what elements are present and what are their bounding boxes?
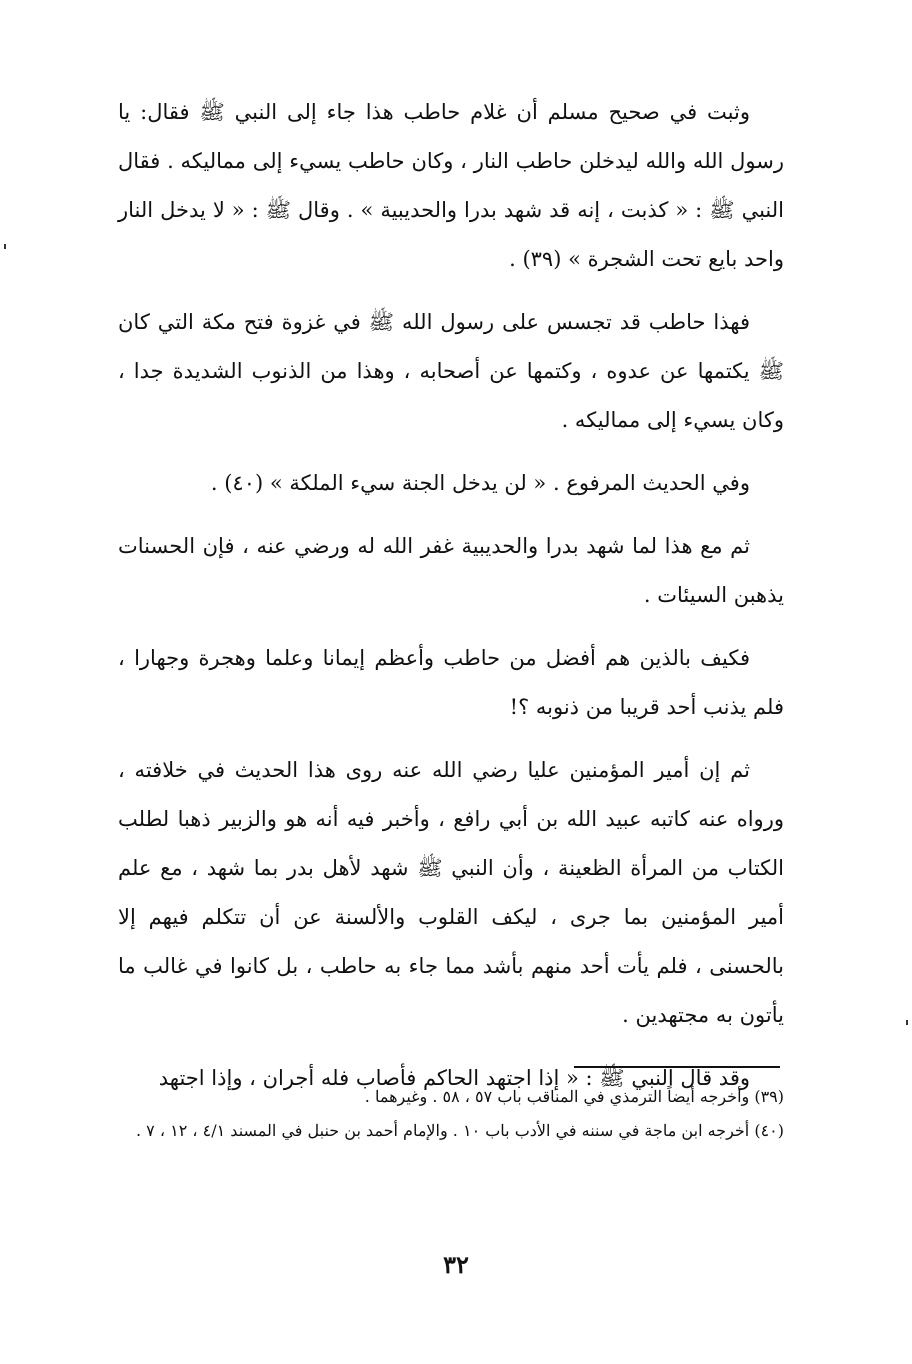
main-text [118, 88, 784, 1117]
footnote-40: (٤٠) أخرجه ابن ماجة في سننه في الأدب باب ١٠ . والإمام أحمد بن حنبل في المسند ٤/١ ، ١٢ ، ٧ . [135, 1121, 784, 1140]
footnote-39: (٣٩) وأخرجه أيضاً الترمذي في المناقب باب ٥٧ ، ٥٨ . وغيرهما . [364, 1087, 784, 1106]
paragraph-7: وقد قال النبي ﷺ : « إذا اجتهد الحاكم فأصاب فله أجران ، وإذا اجتهد [158, 1066, 750, 1090]
footnote-divider [574, 1066, 780, 1068]
paragraph-4: ثم مع هذا لما شهد بدرا والحديبية غفر الله له ورضي عنه ، فإن الحسنات يذهبن السيئات . [118, 534, 784, 607]
paragraph-1: وثبت في صحيح مسلم أن غلام حاطب هذا جاء إلى النبي ﷺ فقال: يا رسول الله والله ليدخلن حاطب النار ، وكان حاطب يسيء إلى مماليكه . فقال النبي ﷺ : « كذبت ، إنه قد شهد بدرا والحديبية » . وقال ﷺ : « لا يدخل النار واحد بايع تحت الشجرة » (٣٩) . [118, 100, 784, 271]
paragraph-2: فهذا حاطب قد تجسس على رسول الله ﷺ في غزوة فتح مكة التي كان ﷺ يكتمها عن عدوه ، وكتمها عن أصحابه ، وهذا من الذنوب الشديدة جدا ، وكان يسيء إلى مماليكه . [118, 310, 784, 432]
footnotes [100, 1080, 784, 1148]
paragraph-6: ثم إن أمير المؤمنين عليا رضي الله عنه روى هذا الحديث في خلافته ، ورواه عنه كاتبه عبيد الله بن أبي رافع ، وأخبر فيه أنه هو والزبير ذهبا لطلب الكتاب من المرأة الظعينة ، وأن النبي ﷺ شهد لأهل بدر بما شهد ، مع علم أمير المؤمنين بما جرى ، ليكف القلوب والألسنة عن أن تتكلم فيهم إلا بالحسنى ، فلم يأت أحد منهم بأشد مما جاء به حاطب ، بل كانوا في غالب ما يأتون به مجتهدين . [118, 758, 785, 1027]
page-number: ٣٢ [443, 1250, 469, 1279]
paragraph-3: وفي الحديث المرفوع . « لن يدخل الجنة سيء الملكة » (٤٠) . [210, 471, 750, 495]
margin-mark-left [4, 244, 6, 249]
paragraph-5: فكيف بالذين هم أفضل من حاطب وأعظم إيمانا وعلما وهجرة وجهارا ، فلم يذنب أحد قريبا من ذنوبه ؟! [118, 646, 784, 719]
margin-mark-right [906, 1020, 908, 1025]
